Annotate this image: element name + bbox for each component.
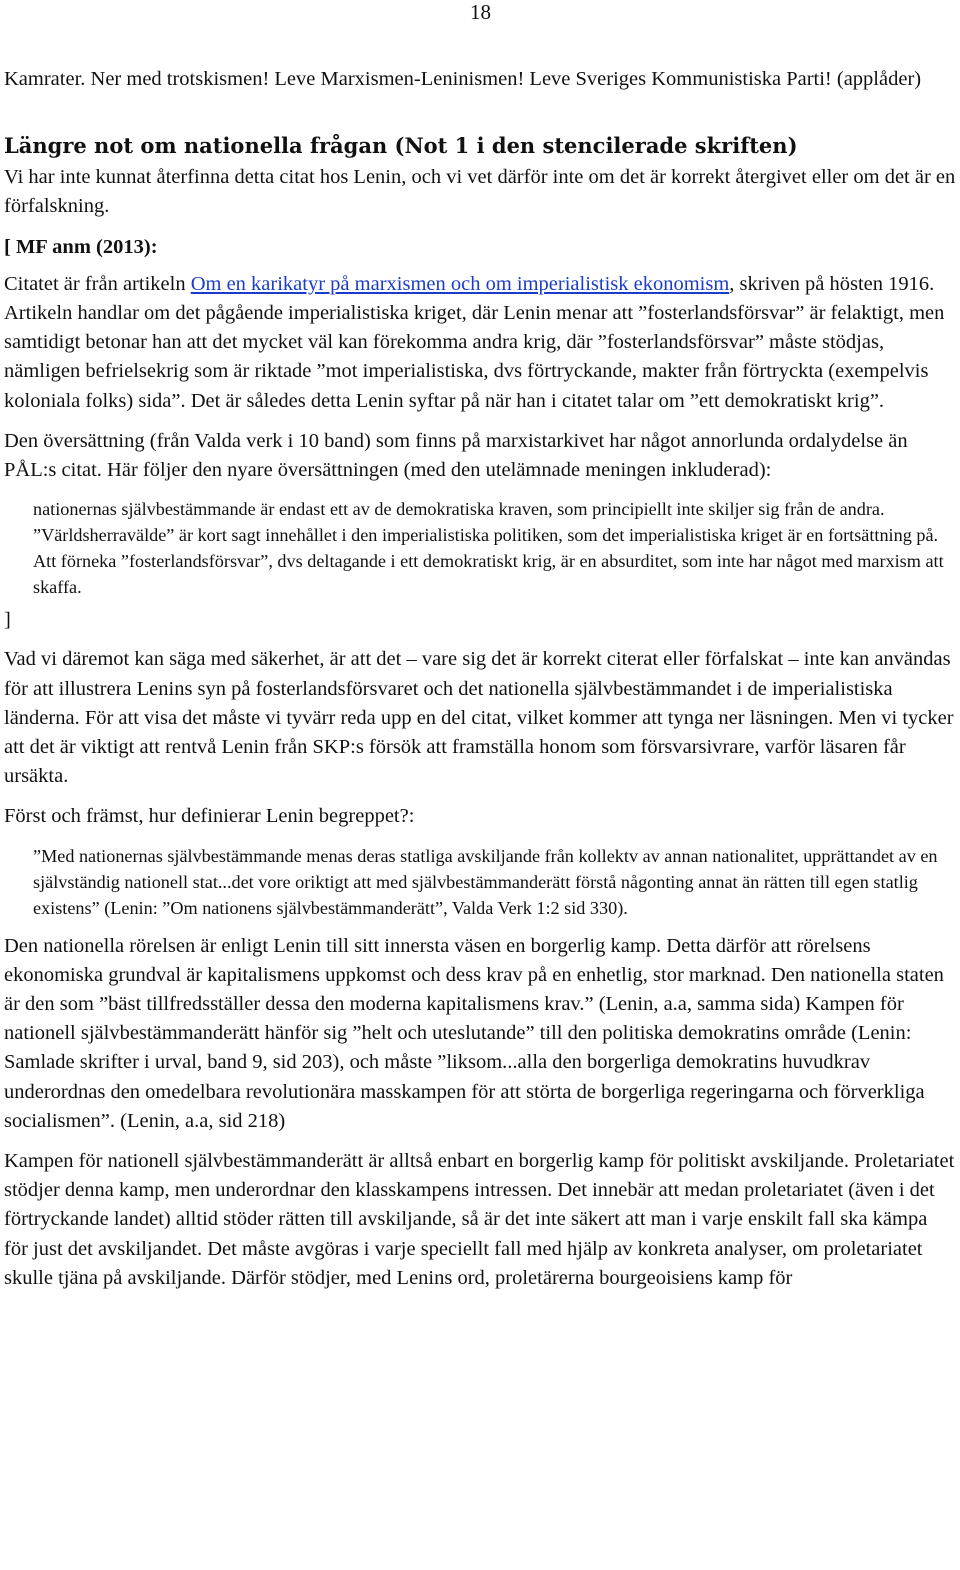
block-quote-definition	[33, 843, 956, 921]
paragraph-national-movement: Den nationella rörelsen är enligt Lenin till sitt innersta väsen en borgerlig kamp. Detta därför att rörelsens ekonomiska grundval är kapitalismens uppkomst och dess krav på en enhetlig, stor marknad. Den nationella staten är den som ”bäst tillfredsställer dessa den moderna kapitalismens krav.” (Lenin, a.a, samma sida) Kampen för nationell självbestämmanderätt hänför sig ”helt och uteslutande” till den politiska demokratins område (Lenin: Samlade skrifter i urval, band 9, sid 203), och måste ”liksom...alla den borgerliga demokratins huvudkrav underordnas den omedelbara revolutionära masskampen för att störta de borgerliga regeringarna och förverkliga socialismen”. (Lenin, a.a, sid 218)	[4, 934, 944, 1132]
article-link[interactable]: Om en karikatyr på marxismen och om imperialistisk ekonomism	[190, 272, 730, 295]
paragraph-self-determination: Kampen för nationell självbestämmanderätt är alltså enbart en borgerlig kamp för politiskt avskiljande. Proletariatet stödjer denna kamp, men underordnar den klasskampens intressen. Det innebär att medan proletariatet (även i det förtryckande landet) alltid stöder rätten till avskiljande, så är det inte säkert att man i varje enskilt fall ska kämpa för just det avskiljandet. Det måste avgöras i varje speciellt fall med hjälp av konkreta analyser, om proletariatet skulle tjäna på avskiljande. Därför stödjer, med Lenins ord, proletärerna bourgeoisiens kamp för	[4, 1150, 955, 1289]
paragraph-article-source	[4, 270, 956, 416]
page-number: 18	[470, 0, 491, 24]
quote-text: nationernas självbestämmande är endast ett av de demokratiska kraven, som principiellt inte skiljer sig från de andra. ”Världsherravälde” är kort sagt innehållet i den imperialistiska politiken, som det imperialistiska kriget är en fortsättning på. Att förneka ”fosterlandsförsvar”, dvs deltagande i ett demokratiskt krig, är en absurditet, som inte har något med marxism att skaffa.	[33, 499, 944, 598]
article-source-lead: Citatet är från artikeln	[4, 272, 191, 295]
quote-definition-text: ”Med nationernas självbestämmande menas deras statliga avskiljande från kollektv av annan nationalitet, upprättandet av en självständig nationell stat...det vore oriktigt att med självbestämmanderätt förstå någonting annat än rätten till egen statlig existens” (Lenin: ”Om nationens självbestämmanderätt”, Valda Verk 1:2 sid 330).	[33, 845, 938, 918]
paragraph-citation-not-found: Vi har inte kunnat återfinna detta citat hos Lenin, och vi vet därför inte om det är korrekt återgivet eller om det är en förfalskning.	[4, 166, 956, 218]
paragraph-certainty: Vad vi däremot kan säga med säkerhet, är att det – vare sig det är korrekt citerat eller förfalskat – inte kan användas för att illustrera Lenins syn på fosterlandsförsvaret och det nationella självbestämmandet i de imperialistiska länderna. För att visa det måste vi tyvärr reda upp en del citat, vilket kommer att tynga ner läsningen. Men vi tycker att det är viktigt att rentvå Lenin från SKP:s försök att framställa honom som försvarsivrare, varför läsaren får ursäkta.	[4, 648, 954, 788]
paragraph-definition-question: Först och främst, hur definierar Lenin begreppet?:	[4, 805, 415, 828]
section-heading: Längre not om nationella frågan (Not 1 i den stencilerade skriften)	[4, 133, 798, 159]
intro-paragraph: Kamrater. Ner med trotskismen! Leve Marxismen-Leninismen! Leve Sveriges Kommunistiska Parti! (applåder)	[4, 68, 922, 90]
block-quote-lenin	[33, 496, 956, 600]
article-source-rest: , skriven på hösten 1916. Artikeln handlar om det pågående imperialistiska kriget, där Lenin menar att ”fosterlandsförsvar” är felaktigt, men samtidigt betonar han att det mycket väl kan förekomma andra krig, där ”fosterlandsförsvar” måste stödjas, nämligen befrielsekrig som är riktade ”mot imperialistiska, dvs förtryckande, makter från förtryckta (exempelvis koloniala folks) sida”. Det är således detta Lenin syftar på när han i citatet talar om ”ett demokratiskt krig”.	[4, 272, 945, 412]
document-body	[4, 65, 956, 1304]
mf-note-header: [ MF anm (2013):	[4, 235, 158, 258]
closing-bracket: ]	[4, 609, 11, 632]
paragraph-translation: Den översättning (från Valda verk i 10 band) som finns på marxistarkivet har något annorlunda ordalydelse än PÅL:s citat. Här följer den nyare översättningen (med den utelämnade meningen inkluderad):	[4, 429, 908, 482]
